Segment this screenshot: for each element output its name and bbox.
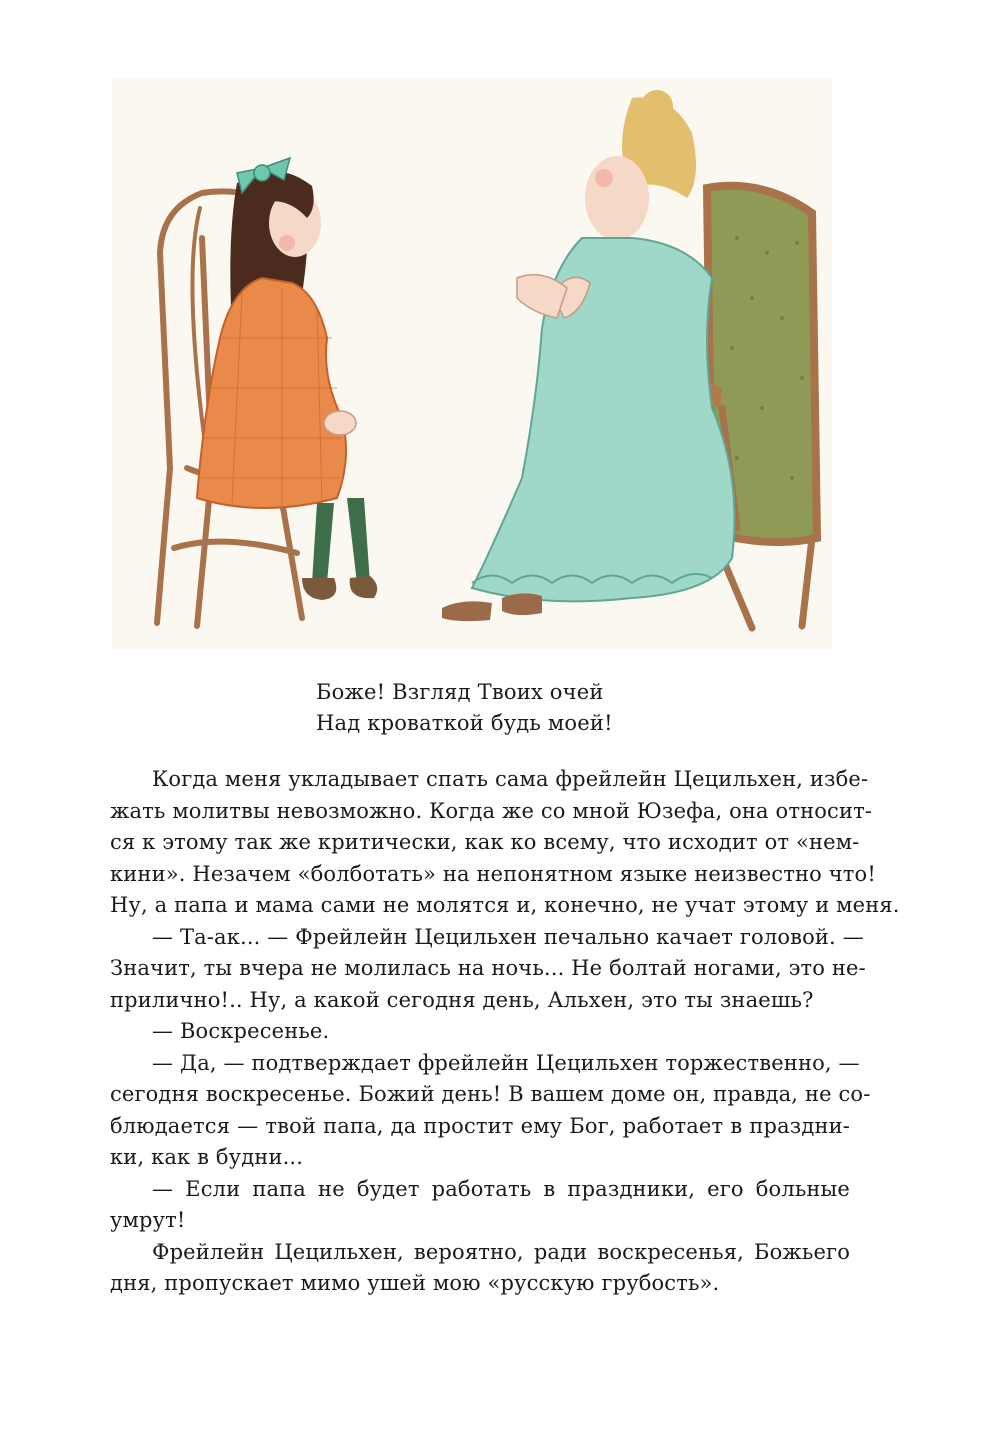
text-line: Значит, ты вчера не молилась на ночь... Не болтай ногами, это не- — [110, 956, 866, 980]
illustration — [112, 78, 832, 650]
governess-figure — [442, 90, 735, 621]
story-text — [110, 764, 900, 1300]
text-line: Когда меня укладывает спать сама фрейлейн Цецильхен, избе- — [152, 767, 869, 791]
text-line: — Если папа не будет работать в праздники, его больные — [152, 1176, 850, 1201]
text-line: Ну, а папа и мама сами не молятся и, конечно, не учат этому и меня. — [110, 893, 900, 917]
text-line: дня, пропускает мимо ушей мою «русскую грубость». — [110, 1271, 720, 1295]
text-line: — Воскресенье. — [152, 1019, 330, 1043]
text-line: — Та-ак... — Фрейлейн Цецильхен печально качает головой. — — [152, 924, 864, 949]
text-line: — Да, — подтверждает фрейлейн Цецильхен торжественно, — — [152, 1050, 860, 1075]
text-line: кини». Незачем «болботать» на непонятном языке неизвестно что! — [110, 861, 876, 886]
text-line: прилично!.. Ну, а какой сегодня день, Альхен, это ты знаешь? — [110, 987, 814, 1012]
text-line: ся к этому так же критически, как ко всему, что исходит от «нем- — [110, 830, 860, 854]
verse-line: Боже! Взгляд Твоих очей — [316, 680, 604, 704]
text-line: сегодня воскресенье. Божий день! В вашем доме он, правда, не со- — [110, 1082, 871, 1106]
text-line: блюдается — твой папа, да простит ему Бог, работает в праздни- — [110, 1113, 850, 1138]
girl-and-governess-illustration — [112, 78, 832, 650]
text-line: жать молитвы невозможно. Когда же со мной Юзефа, она относит- — [110, 798, 873, 823]
verse-line: Над кроваткой будь моей! — [316, 711, 613, 735]
text-line: Фрейлейн Цецильхен, вероятно, ради воскресенья, Божьего — [152, 1239, 850, 1264]
prayer-verse — [316, 677, 613, 739]
text-line: ки, как в будни... — [110, 1145, 304, 1169]
text-line: умрут! — [110, 1208, 186, 1232]
